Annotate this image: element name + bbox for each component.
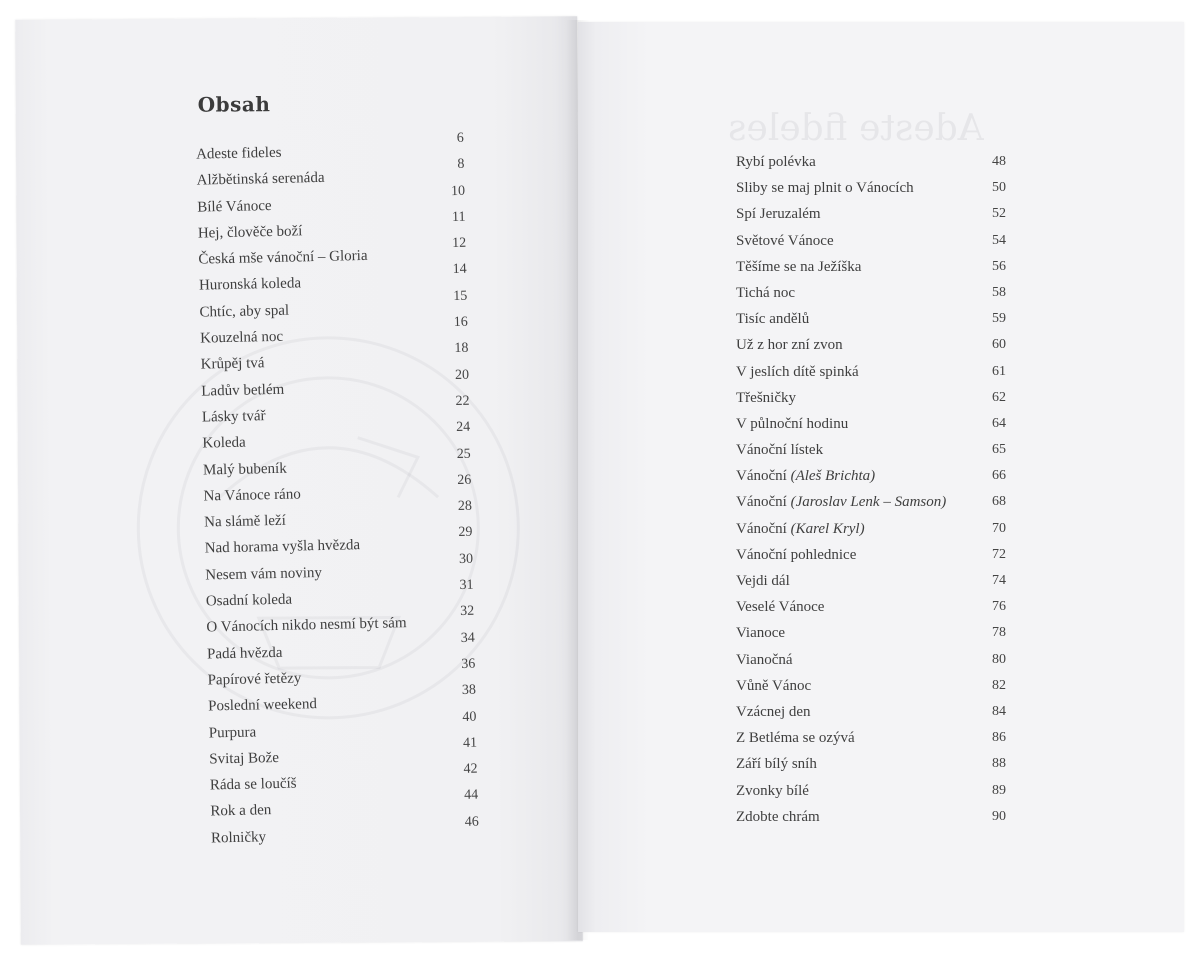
toc-entry — [736, 468, 1006, 494]
toc-entry-title-main: Vejdi dál — [736, 573, 790, 589]
toc-entry-title: Lásky tvář — [201, 408, 266, 426]
toc-entry — [736, 704, 1006, 730]
toc-entry-page-number: 59 — [992, 311, 1006, 327]
toc-entry-title: Na Vánoce ráno — [203, 486, 301, 505]
toc-entry-title — [736, 599, 824, 616]
toc-entry-title: O Vánocích nikdo nesmí být sám — [206, 615, 407, 636]
toc-entry-author-note: (Karel Kryl) — [790, 520, 865, 537]
toc-entry-page-number: 56 — [992, 258, 1006, 274]
toc-entry-page-number: 11 — [451, 209, 466, 225]
toc-entry — [736, 337, 1006, 363]
toc-entry-title-main: Vianoce — [736, 625, 786, 642]
toc-entry-title — [736, 547, 856, 564]
toc-entry-title — [736, 494, 946, 511]
toc-entry — [736, 285, 1006, 311]
toc-entry-page-number: 74 — [992, 573, 1006, 588]
toc-entry-title-main: Vánoční — [736, 468, 787, 485]
toc-entry-title — [736, 154, 816, 171]
toc-entry-title-main: Sliby se maj plnit o Vánocích — [736, 180, 914, 197]
toc-entry-title: Na slámě leží — [203, 512, 286, 531]
toc-entry-page-number: 61 — [992, 363, 1006, 379]
toc-entry-title: Purpura — [208, 723, 257, 742]
toc-entry — [736, 599, 1006, 625]
toc-entry-title-main: Zvonky bílé — [736, 782, 809, 799]
toc-entry-page-number: 66 — [992, 468, 1006, 484]
toc-entry-author-note: (Jaroslav Lenk – Samson) — [790, 494, 947, 511]
toc-entry-page-number: 6 — [456, 130, 465, 146]
toc-entry-page-number: 34 — [460, 630, 475, 646]
toc-entry-page-number: 62 — [992, 389, 1006, 405]
toc-entry-page-number: 54 — [992, 232, 1006, 248]
toc-entry — [736, 678, 1006, 704]
toc-entry — [736, 154, 1006, 180]
toc-entry-page-number: 90 — [992, 808, 1006, 824]
toc-entry-title-main: Veselé Vánoce — [736, 599, 825, 616]
right-page — [578, 22, 1184, 932]
toc-heading: Obsah — [197, 92, 271, 117]
toc-entry-title — [736, 285, 795, 302]
toc-entry-title — [736, 652, 793, 669]
toc-entry-title-main: Vánoční — [736, 494, 787, 511]
toc-entry-page-number: 86 — [992, 730, 1006, 746]
toc-entry-title — [736, 468, 875, 485]
toc-entry — [736, 311, 1006, 337]
toc-entry — [736, 547, 1006, 573]
toc-entry-title: Osadní koleda — [205, 591, 293, 610]
toc-entry-page-number: 58 — [992, 284, 1006, 300]
toc-entry-title — [736, 756, 817, 773]
toc-entry-page-number: 18 — [454, 341, 469, 357]
toc-entry-title: Koleda — [202, 434, 246, 452]
toc-entry-title-main: Těšíme se na Ježíška — [736, 258, 862, 275]
toc-entry-page-number: 40 — [462, 709, 477, 725]
toc-entry-title — [736, 783, 809, 800]
toc-entry-page-number: 80 — [992, 651, 1006, 667]
toc-entry-title — [736, 311, 809, 328]
toc-entry-page-number: 48 — [992, 154, 1006, 169]
toc-entry-title — [736, 206, 821, 223]
toc-entry-page-number: 41 — [462, 735, 478, 751]
toc-entry-page-number: 78 — [992, 625, 1006, 641]
toc-entry-page-number: 29 — [458, 525, 473, 541]
toc-entry-page-number: 65 — [992, 442, 1006, 458]
toc-entry-title: Adeste fideles — [195, 144, 282, 163]
toc-entry-title: Nesem vám noviny — [205, 564, 323, 584]
toc-entry — [736, 364, 1006, 390]
toc-entry-page-number: 46 — [464, 814, 479, 830]
toc-entry-title: Nad horama vyšla hvězda — [204, 537, 361, 557]
toc-list-right — [736, 154, 1006, 835]
toc-entry-title — [736, 180, 914, 197]
toc-entry-title-main: Vianočná — [736, 651, 793, 668]
toc-entry-title — [736, 573, 790, 590]
toc-entry — [736, 390, 1006, 416]
toc-entry-title-main: Vzácnej den — [736, 703, 811, 720]
toc-entry-title-main: Tisíc andělů — [736, 311, 810, 328]
toc-entry-title — [736, 259, 861, 276]
toc-entry-title: Hej, člověče boží — [197, 223, 303, 242]
toc-entry-title: Chtíc, aby spal — [199, 302, 290, 321]
toc-entry — [736, 573, 1006, 599]
toc-entry-title: Alžbětinská serenáda — [196, 170, 325, 189]
toc-entry-page-number: 84 — [992, 703, 1006, 719]
toc-entry-title — [736, 337, 843, 354]
toc-entry-title-main: Vůně Vánoc — [736, 677, 812, 694]
left-page — [15, 16, 583, 944]
toc-entry-title-main: Už z hor zní zvon — [736, 337, 843, 354]
toc-entry-title: Padá hvězda — [206, 644, 283, 663]
toc-entry-title-main: Spí Jeruzalém — [736, 206, 821, 223]
toc-entry-title-main: Vánoční — [736, 520, 787, 537]
toc-entry-title — [736, 442, 823, 459]
toc-entry-page-number: 72 — [992, 546, 1006, 562]
toc-entry — [736, 652, 1006, 678]
toc-entry-page-number: 82 — [992, 677, 1006, 693]
toc-entry-title-main: Tichá noc — [736, 284, 796, 301]
toc-entry-title-main: V půlnoční hodinu — [736, 415, 849, 432]
toc-entry-title-main: V jeslích dítě spinká — [736, 363, 859, 380]
toc-entry-title-main: Z Betléma se ozývá — [736, 730, 855, 747]
toc-entry-title — [736, 678, 811, 695]
toc-entry-page-number: 60 — [992, 337, 1006, 353]
toc-entry-title: Krůpěj tvá — [200, 355, 265, 373]
toc-entry-title-main: Světové Vánoce — [736, 232, 834, 249]
toc-entry-page-number: 50 — [992, 180, 1006, 196]
toc-entry-page-number: 88 — [992, 756, 1006, 772]
toc-entry-page-number: 16 — [453, 314, 469, 331]
toc-entry-title: Bílé Vánoce — [197, 197, 272, 216]
toc-entry-page-number: 30 — [458, 551, 474, 567]
toc-entry-page-number: 10 — [450, 183, 466, 199]
toc-entry-title: Česká mše vánoční – Gloria — [198, 248, 368, 268]
toc-entry-title — [736, 364, 859, 381]
toc-entry — [736, 494, 1006, 520]
toc-entry-title: Ladův betlém — [201, 381, 285, 400]
toc-entry-page-number: 14 — [452, 262, 467, 278]
toc-entry-title-main: Třešničky — [736, 389, 796, 406]
toc-entry-page-number: 15 — [453, 288, 468, 304]
toc-entry-page-number: 52 — [992, 206, 1006, 222]
toc-entry-title: Malý bubeník — [202, 460, 287, 479]
toc-entry-title: Rolničky — [210, 828, 267, 847]
toc-entry — [736, 233, 1006, 259]
toc-entry — [736, 416, 1006, 442]
toc-entry — [736, 783, 1006, 809]
toc-entry — [736, 756, 1006, 782]
toc-entry — [736, 625, 1006, 651]
toc-entry-page-number: 31 — [459, 577, 474, 594]
bleed-through-heading: Adeste fideles — [728, 108, 984, 149]
toc-entry-title: Kouzelná noc — [199, 328, 284, 347]
toc-entry — [736, 206, 1006, 232]
toc-entry-page-number: 26 — [457, 472, 472, 488]
toc-entry — [736, 730, 1006, 756]
toc-entry-title: Poslední weekend — [208, 696, 318, 715]
toc-list-left — [195, 130, 479, 857]
toc-entry-page-number: 22 — [455, 393, 470, 409]
toc-entry-page-number: 38 — [461, 682, 477, 699]
toc-entry-page-number: 68 — [992, 494, 1006, 510]
toc-entry-title: Rok a den — [210, 802, 272, 820]
toc-entry-page-number: 32 — [460, 604, 475, 620]
toc-entry-page-number: 64 — [992, 415, 1006, 431]
toc-entry-page-number: 20 — [454, 367, 470, 383]
toc-entry — [736, 442, 1006, 468]
toc-entry-page-number: 12 — [451, 235, 467, 252]
toc-entry-page-number: 36 — [461, 656, 476, 672]
toc-entry — [736, 180, 1006, 206]
toc-entry-title — [736, 704, 811, 721]
toc-entry — [736, 521, 1006, 547]
toc-entry-page-number: 28 — [457, 498, 473, 515]
toc-entry-title — [736, 625, 785, 642]
toc-entry — [736, 259, 1006, 285]
toc-entry-title-main: Zdobte chrám — [736, 808, 820, 825]
toc-entry-title — [736, 416, 848, 433]
toc-entry-author-note: (Aleš Brichta) — [790, 468, 876, 485]
toc-entry-page-number: 44 — [464, 788, 479, 804]
toc-entry-page-number: 24 — [455, 419, 471, 436]
toc-entry-title: Svitaj Bože — [209, 749, 280, 768]
toc-entry-page-number: 76 — [992, 599, 1006, 615]
toc-entry-title — [736, 233, 834, 250]
toc-entry-title — [736, 521, 865, 538]
toc-entry-page-number: 42 — [463, 761, 478, 778]
toc-entry-title — [736, 730, 855, 747]
toc-entry-title-main: Září bílý sníh — [736, 756, 817, 773]
toc-entry — [736, 809, 1006, 835]
toc-entry-title-main: Rybí polévka — [736, 154, 816, 170]
toc-entry-title-main: Vánoční pohlednice — [736, 546, 857, 563]
toc-entry-page-number: 8 — [457, 157, 465, 173]
toc-entry-title — [736, 390, 796, 407]
toc-entry-page-number: 70 — [992, 520, 1006, 536]
toc-entry-title-main: Vánoční lístek — [736, 442, 824, 459]
toc-entry-page-number: 25 — [456, 446, 471, 462]
toc-entry-title: Huronská koleda — [198, 275, 302, 295]
toc-entry-title — [736, 809, 820, 826]
toc-entry — [210, 814, 480, 856]
toc-entry-title: Ráda se loučíš — [209, 775, 297, 794]
toc-entry-title: Papírové řetězy — [207, 670, 302, 689]
toc-entry-page-number: 89 — [992, 782, 1006, 798]
